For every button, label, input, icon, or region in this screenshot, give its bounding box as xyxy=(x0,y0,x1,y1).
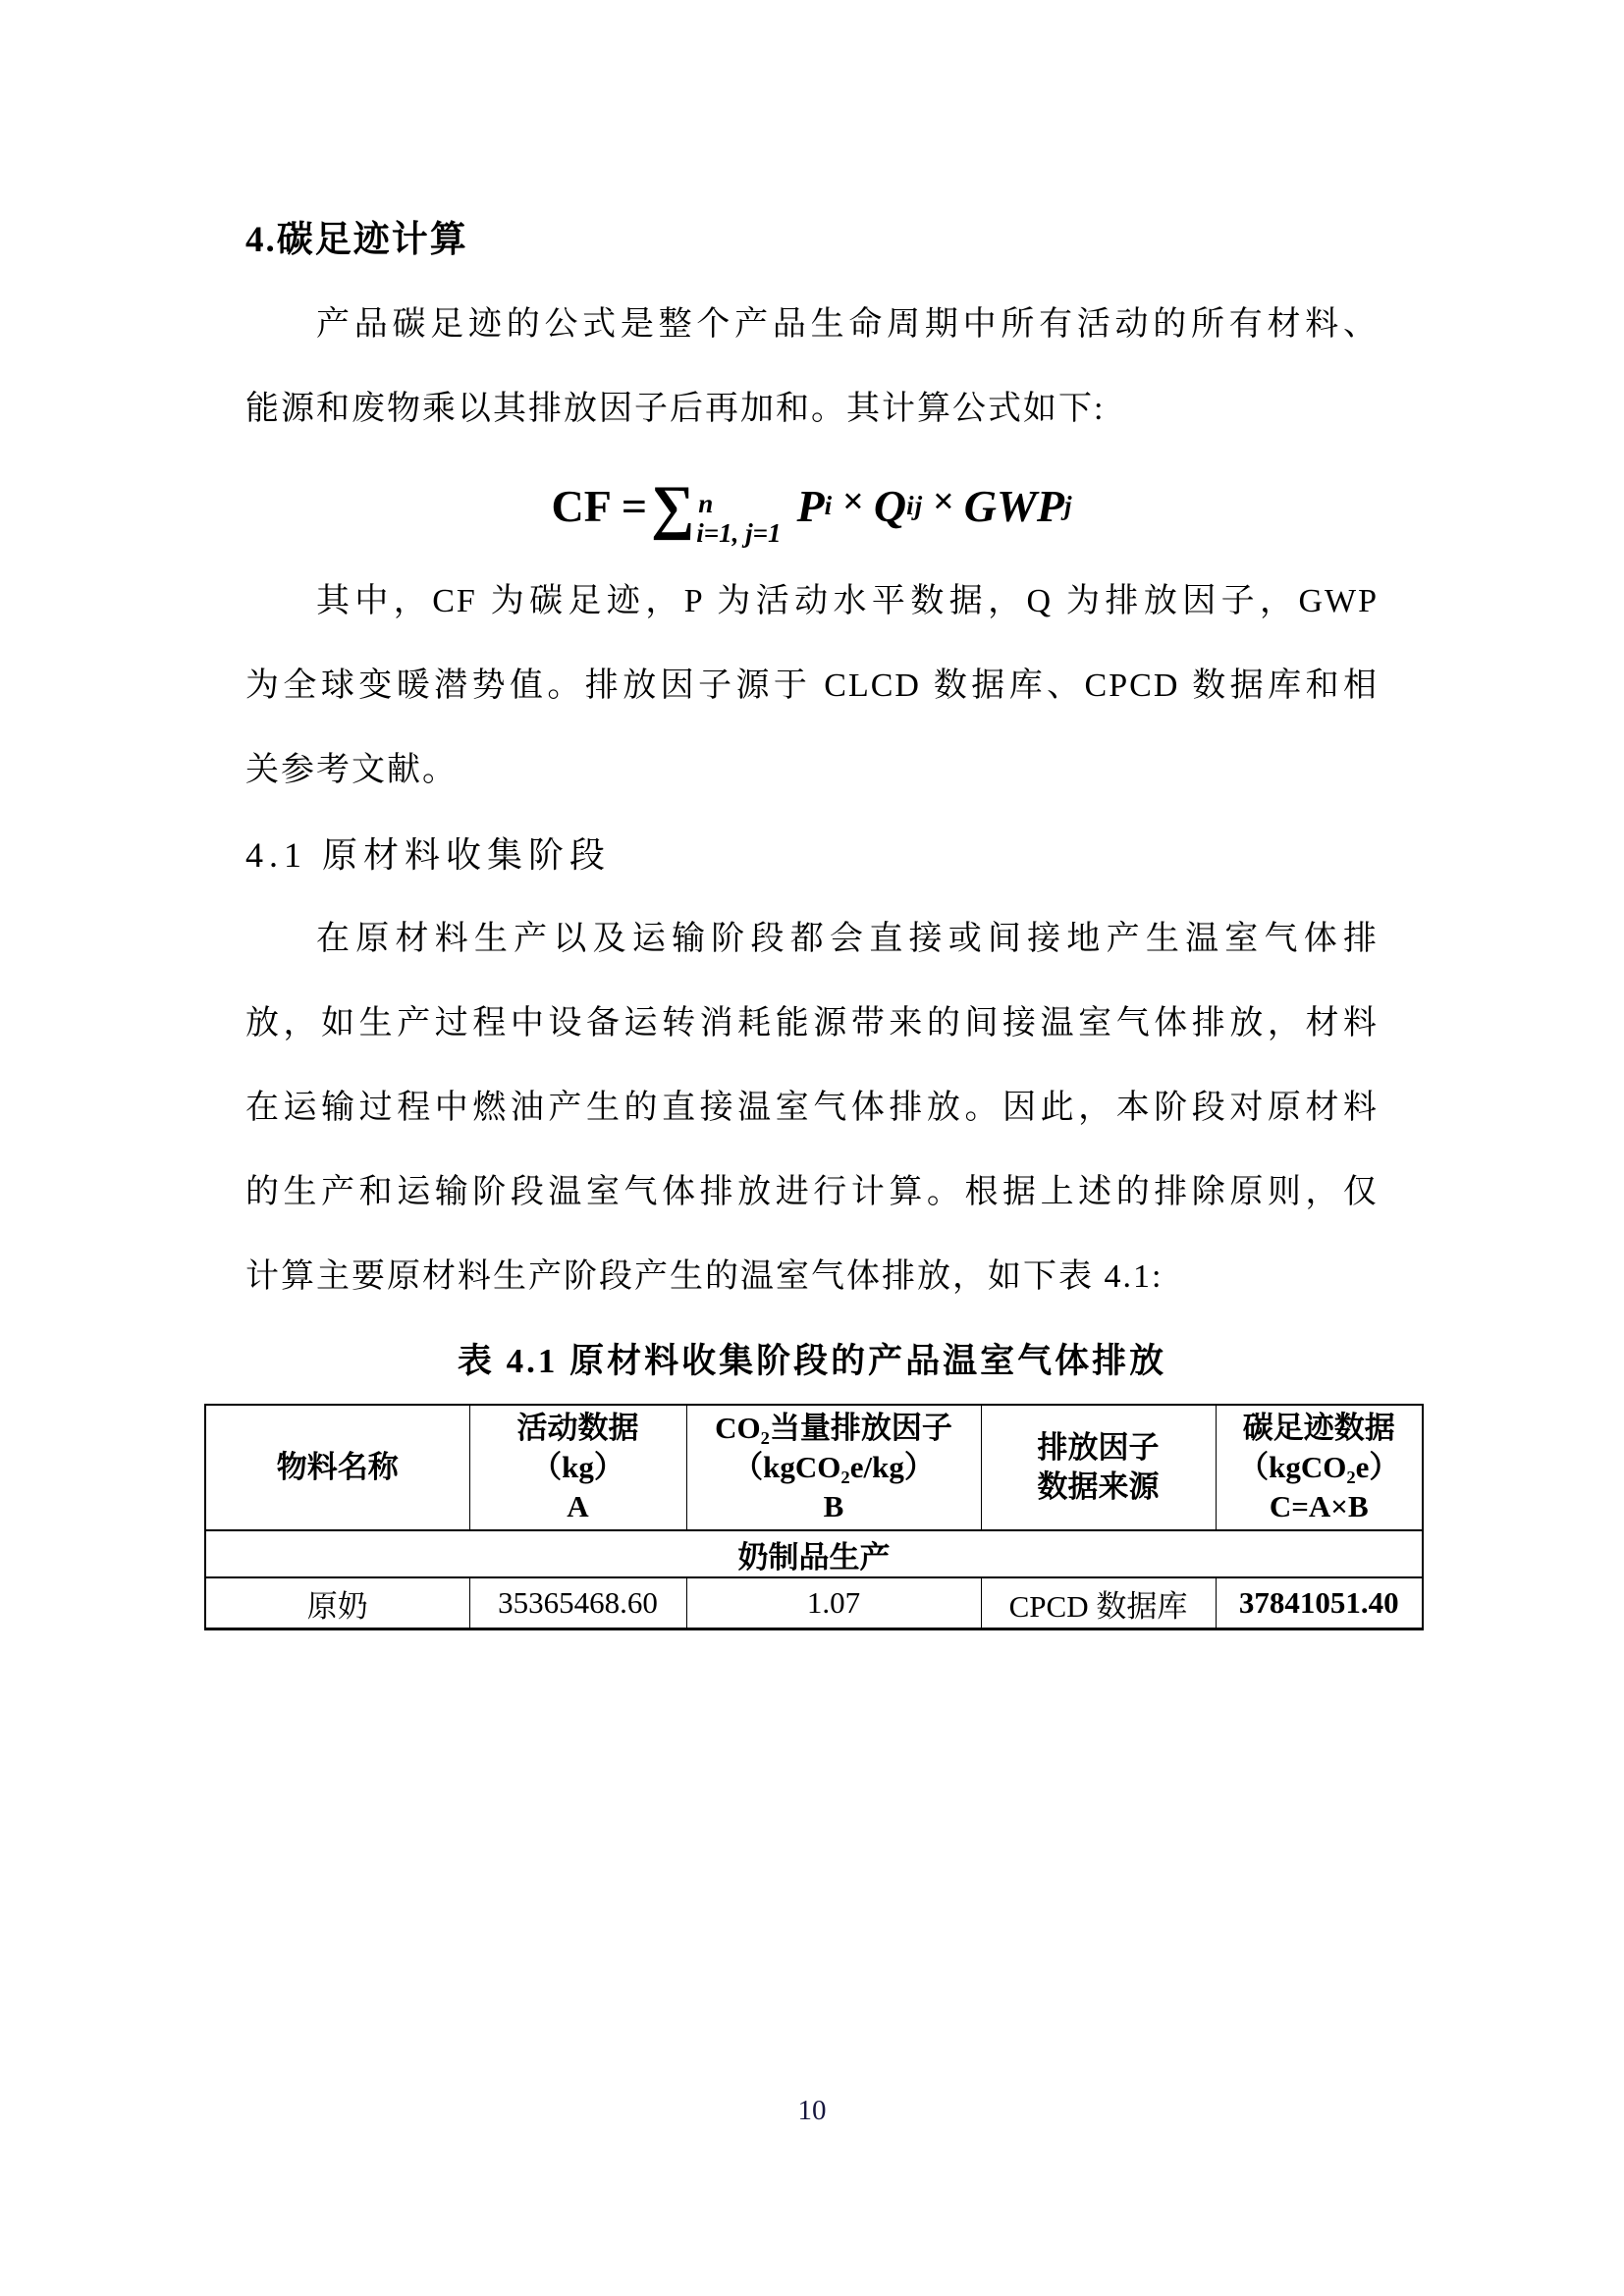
formula-var-q: Q xyxy=(873,480,907,531)
formula-var-p: P xyxy=(796,480,825,531)
col-header-carbon-footprint: 碳足迹数据 （kgCO₂e） C=A×B xyxy=(1216,1405,1423,1530)
paragraph-1 xyxy=(245,283,1379,452)
multiply-sign: × xyxy=(933,481,954,522)
paragraph-line: 其中，CF 为碳足迹，P 为活动水平数据，Q 为排放因子，GWP xyxy=(316,583,1379,619)
col-header-factor-source: 排放因子 数据来源 xyxy=(981,1405,1216,1530)
paragraph-3 xyxy=(245,897,1379,1319)
paragraph-line: 计算主要原材料生产阶段产生的温室气体排放，如下表 4.1: xyxy=(245,1258,1164,1295)
paragraph-line: 在原材料生产以及运输阶段都会直接或间接地产生温室气体排 xyxy=(316,921,1379,957)
page-content xyxy=(245,0,1400,1630)
formula-lhs: CF xyxy=(551,480,612,531)
col-header-material: 物料名称 xyxy=(205,1405,469,1530)
formula-var-gwp: GWP xyxy=(963,480,1064,531)
cell-material: 原奶 xyxy=(205,1577,469,1629)
paragraph-line: 为全球变暖潜势值。排放因子源于 CLCD 数据库、CPCD 数据库和相 xyxy=(245,667,1379,704)
col-header-emission-factor: CO₂当量排放因子 （kgCO₂e/kg） B xyxy=(686,1405,981,1530)
emissions-table xyxy=(204,1404,1424,1630)
paragraph-line: 产品碳足迹的公式是整个产品生命周期中所有活动的所有材料、 xyxy=(316,306,1379,343)
paragraph-line: 放，如生产过程中设备运转消耗能源带来的间接温室气体排放，材料 xyxy=(245,1005,1379,1041)
sigma-symbol: ∑ xyxy=(651,474,695,541)
paragraph-2 xyxy=(245,560,1379,813)
subsection-heading: 4.1 原材料收集阶段 xyxy=(245,835,612,875)
cell-activity-data: 35365468.60 xyxy=(469,1577,686,1629)
formula-var-q-sub: ij xyxy=(906,490,924,520)
table-group-label: 奶制品生产 xyxy=(205,1530,1423,1577)
sigma-upper-limit: n xyxy=(698,489,714,519)
col-header-activity-data: 活动数据 （kg） A xyxy=(469,1405,686,1530)
cell-carbon-footprint: 37841051.40 xyxy=(1216,1577,1423,1629)
paragraph-line: 的生产和运输阶段温室气体排放进行计算。根据上述的排除原则，仅 xyxy=(245,1174,1379,1210)
formula-equals: = xyxy=(621,480,648,531)
section-heading: 4.碳足迹计算 xyxy=(245,220,468,260)
multiply-sign: × xyxy=(842,481,864,522)
sigma-limits xyxy=(696,490,781,548)
table-group-row xyxy=(205,1530,1423,1577)
page-number: 10 xyxy=(797,2095,827,2126)
formula-var-gwp-sub: j xyxy=(1063,490,1073,520)
table-row xyxy=(205,1577,1423,1629)
sigma-lower-limit: i=1, j=1 xyxy=(696,518,782,548)
formula-var-p-sub: i xyxy=(824,490,834,520)
paragraph-line: 能源和废物乘以其排放因子后再加和。其计算公式如下: xyxy=(245,391,1106,427)
paragraph-line: 在运输过程中燃油产生的直接温室气体排放。因此，本阶段对原材料 xyxy=(245,1090,1379,1126)
cell-factor-source: CPCD 数据库 xyxy=(981,1577,1216,1629)
paragraph-line: 关参考文献。 xyxy=(245,752,458,788)
cell-emission-factor: 1.07 xyxy=(686,1577,981,1629)
table-caption: 表 4.1 原材料收集阶段的产品温室气体排放 xyxy=(457,1342,1167,1380)
table-header-row xyxy=(205,1405,1423,1530)
carbon-footprint-formula xyxy=(245,452,1379,560)
